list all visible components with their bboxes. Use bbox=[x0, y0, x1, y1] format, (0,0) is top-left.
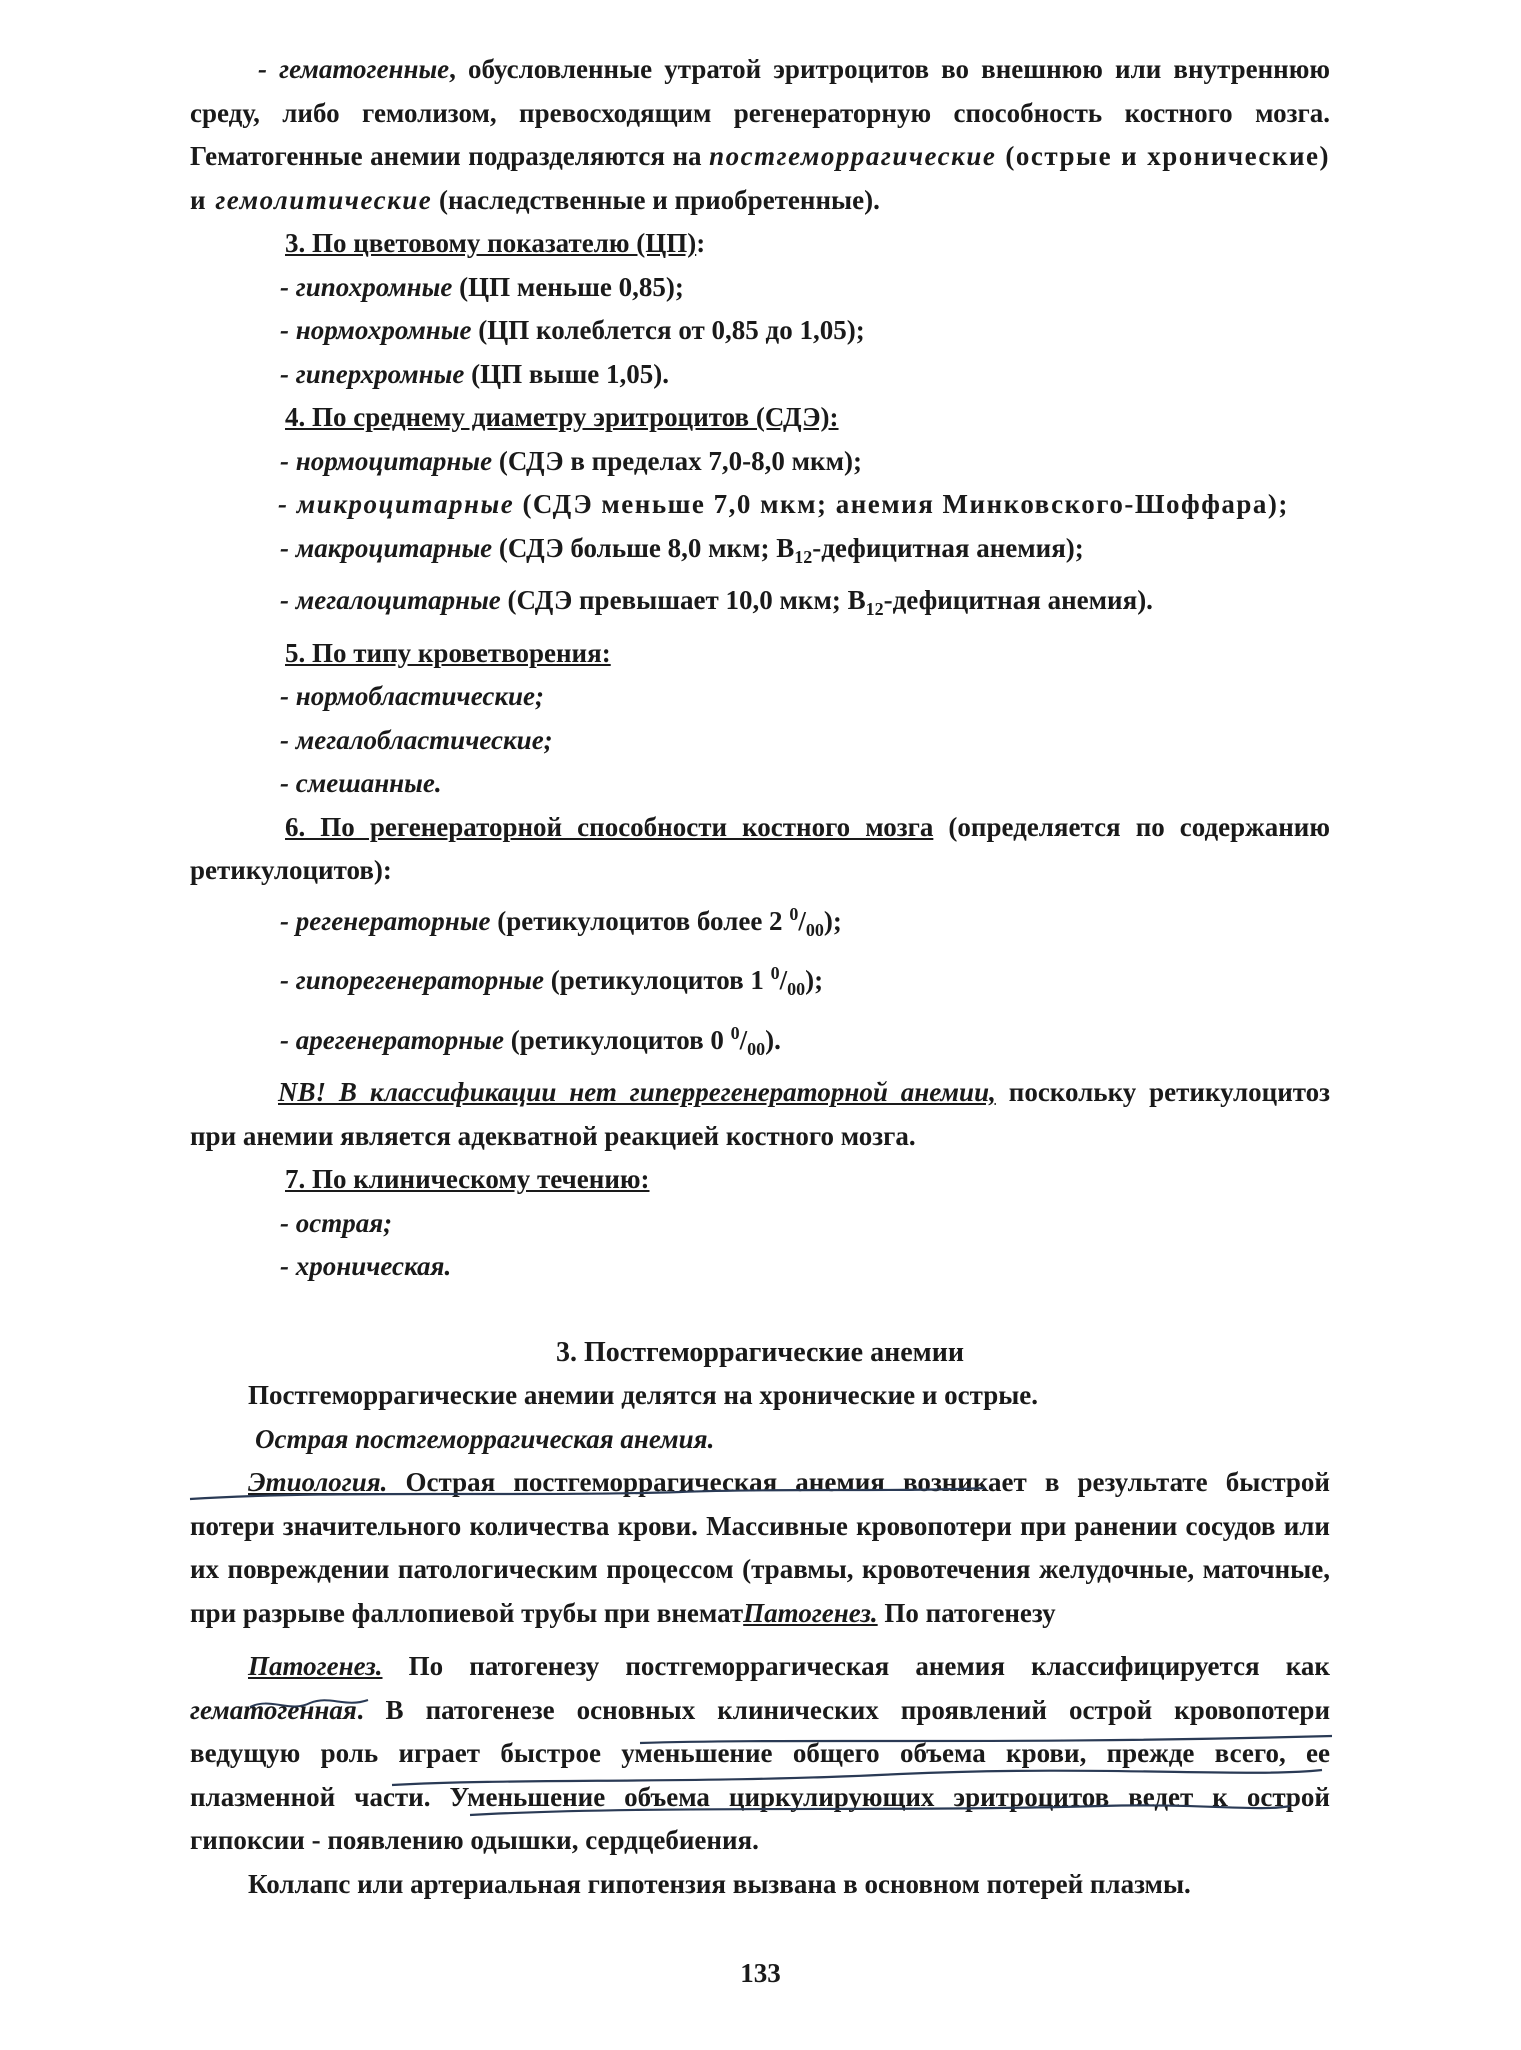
list-item bbox=[190, 266, 1330, 310]
item-text: ). bbox=[765, 1024, 781, 1055]
text-hematogenic: , обусловленные утратой эритроцитов во внешнюю или внутреннюю среду, либо гемолизом, превосходящим регенераторную способность костного мозга. Гематогенные анемии подразделяются на bbox=[190, 54, 1330, 171]
list-item bbox=[190, 309, 1330, 353]
etiology-overlay-text: По патогенезу bbox=[877, 1597, 1056, 1628]
section-title-3-text: 3. По цветовому показателю (ЦП) bbox=[285, 228, 697, 258]
pathogenesis-term: гематогенная bbox=[190, 1694, 357, 1725]
term: - регенераторные bbox=[280, 905, 491, 936]
permille-sup: 0 bbox=[770, 963, 780, 983]
list-item: - хроническая. bbox=[280, 1251, 452, 1281]
item-text: (ЦП колеблется от 0,85 до 1,05); bbox=[471, 315, 865, 345]
permille-slash: / bbox=[779, 965, 788, 995]
permille-slash: / bbox=[798, 905, 806, 936]
page-number: 133 bbox=[740, 1958, 781, 1988]
item-text: ); bbox=[823, 905, 842, 936]
term: - гиперхромные bbox=[280, 358, 465, 389]
list-item bbox=[190, 483, 1330, 527]
list-item: - нормобластические; bbox=[280, 681, 545, 711]
term-posthemorrhagic: постгеморрагические bbox=[709, 141, 997, 171]
item-text: (ретикулоцитов 1 bbox=[544, 965, 771, 995]
nb-paragraph bbox=[190, 1071, 1330, 1158]
pathogenesis-label: Патогенез. bbox=[248, 1651, 383, 1681]
list-item bbox=[190, 893, 1330, 953]
section-title-6-text: 6. По регенераторной способности костного мозга bbox=[285, 811, 934, 842]
text-mid: (острые и хронические) и bbox=[190, 141, 1330, 215]
subscript: 12 bbox=[794, 546, 813, 567]
list-item bbox=[190, 527, 1330, 580]
term: - нормоцитарные bbox=[280, 445, 493, 476]
item-text: (ретикулоцитов более 2 bbox=[490, 905, 790, 936]
permille-slash: / bbox=[739, 1024, 748, 1055]
item-text: (ретикулоцитов 0 bbox=[504, 1024, 731, 1055]
document-page bbox=[190, 48, 1330, 1906]
item-text: (ЦП меньше 0,85); bbox=[452, 271, 684, 302]
etiology-label: Этиология. bbox=[248, 1467, 388, 1497]
term: - макроцитарные bbox=[280, 532, 493, 563]
chapter-heading: 3. Постгеморрагические анемии bbox=[555, 1336, 964, 1368]
section-title-6-tail: (определяется по содержанию ретикулоцитов): bbox=[190, 811, 1330, 885]
term: - мегалоцитарные bbox=[280, 585, 501, 615]
permille-sub: 00 bbox=[747, 1038, 766, 1059]
list-item bbox=[190, 1012, 1330, 1072]
item-text: (СДЭ в пределах 7,0-8,0 мкм); bbox=[492, 445, 862, 476]
term: - нормохромные bbox=[280, 315, 472, 345]
section-title-4 bbox=[190, 396, 1330, 440]
text-tail: (наследственные и приобретенные). bbox=[432, 184, 880, 215]
section-title-3-colon: : bbox=[696, 228, 706, 258]
chapter-intro: Постгеморрагические анемии делятся на хронические и острые. bbox=[248, 1380, 1039, 1410]
item-text: (СДЭ больше 8,0 мкм; B bbox=[492, 532, 795, 563]
term-hemolytic: гемолитические bbox=[215, 184, 433, 215]
section-title-4-text: 4. По среднему диаметру эритроцитов (СДЭ): bbox=[285, 402, 839, 432]
list-item: - смешанные. bbox=[280, 768, 442, 798]
item-text: ); bbox=[805, 965, 824, 995]
item-text: (СДЭ превышает 10,0 мкм; B bbox=[500, 585, 866, 615]
list-item: - мегалобластические; bbox=[280, 724, 553, 755]
pathogenesis-text: . В патогенезе основных клинических проявлений острой кровопотери ведущую роль играет быстрое уменьшение общего объема крови, прежде всего, ее плазменной части. Уменьшение объема циркулирующих эритроцитов ведет к острой гипоксии - появлению одышки, сердцебиения. bbox=[190, 1694, 1330, 1855]
pathogenesis-text: По патогенезу постгеморрагическая анемия классифицируется как bbox=[382, 1651, 1330, 1681]
permille-sup: 0 bbox=[789, 903, 799, 924]
paragraph-hematogenic bbox=[190, 48, 1330, 222]
etiology-paragraph bbox=[190, 1461, 1330, 1635]
collapse-paragraph: Коллапс или артериальная гипотензия вызвана в основном потерей плазмы. bbox=[248, 1868, 1191, 1899]
list-item bbox=[190, 952, 1330, 1012]
list-item bbox=[190, 440, 1330, 484]
nb-text: поскольку ретикулоцитоз при анемии является адекватной реакцией костного мозга. bbox=[190, 1077, 1331, 1151]
nb-term: NB! В классификации нет гиперрегенераторной анемии, bbox=[278, 1077, 996, 1107]
list-item bbox=[190, 353, 1330, 397]
list-item bbox=[190, 579, 1330, 632]
item-text: -дефицитная анемия); bbox=[812, 532, 1084, 563]
etiology-text: Острая постгеморрагическая анемия возникает в результате быстрой потери значительного количества крови. Массивные кровопотери при ранении сосудов или их повреждении патологическим процессом (травмы, кровотечения желудочные, маточные, при разрыве фаллопиевой трубы при внемат bbox=[190, 1467, 1330, 1628]
permille-sub: 00 bbox=[787, 979, 806, 999]
section-title-7-text: 7. По клиническому течению: bbox=[285, 1164, 650, 1194]
etiology-overlay-label: Патогенез. bbox=[743, 1597, 878, 1628]
section-title-7 bbox=[190, 1158, 1330, 1202]
pathogenesis-paragraph bbox=[190, 1645, 1330, 1863]
chapter-subheading: Острая постгеморрагическая анемия. bbox=[255, 1423, 715, 1454]
permille-sub: 00 bbox=[805, 919, 824, 940]
section-title-6 bbox=[190, 806, 1330, 893]
term: - арегенераторные bbox=[280, 1024, 505, 1055]
list-item: - острая; bbox=[280, 1207, 393, 1238]
term: - микроцитарные bbox=[278, 489, 515, 519]
permille-sup: 0 bbox=[730, 1022, 740, 1043]
section-title-3 bbox=[190, 222, 1330, 266]
section-title-5 bbox=[190, 632, 1330, 676]
term: - гипорегенераторные bbox=[280, 965, 545, 995]
term-hematogenic: - гематогенные bbox=[258, 54, 450, 84]
section-title-5-text: 5. По типу кроветворения: bbox=[285, 637, 611, 668]
term: - гипохромные bbox=[280, 271, 453, 302]
item-text: (СДЭ меньше 7,0 мкм; анемия Минковского-Шоффара); bbox=[514, 489, 1289, 519]
item-text: -дефицитная анемия). bbox=[883, 585, 1153, 615]
item-text: (ЦП выше 1,05). bbox=[464, 358, 670, 389]
subscript: 12 bbox=[865, 599, 884, 619]
